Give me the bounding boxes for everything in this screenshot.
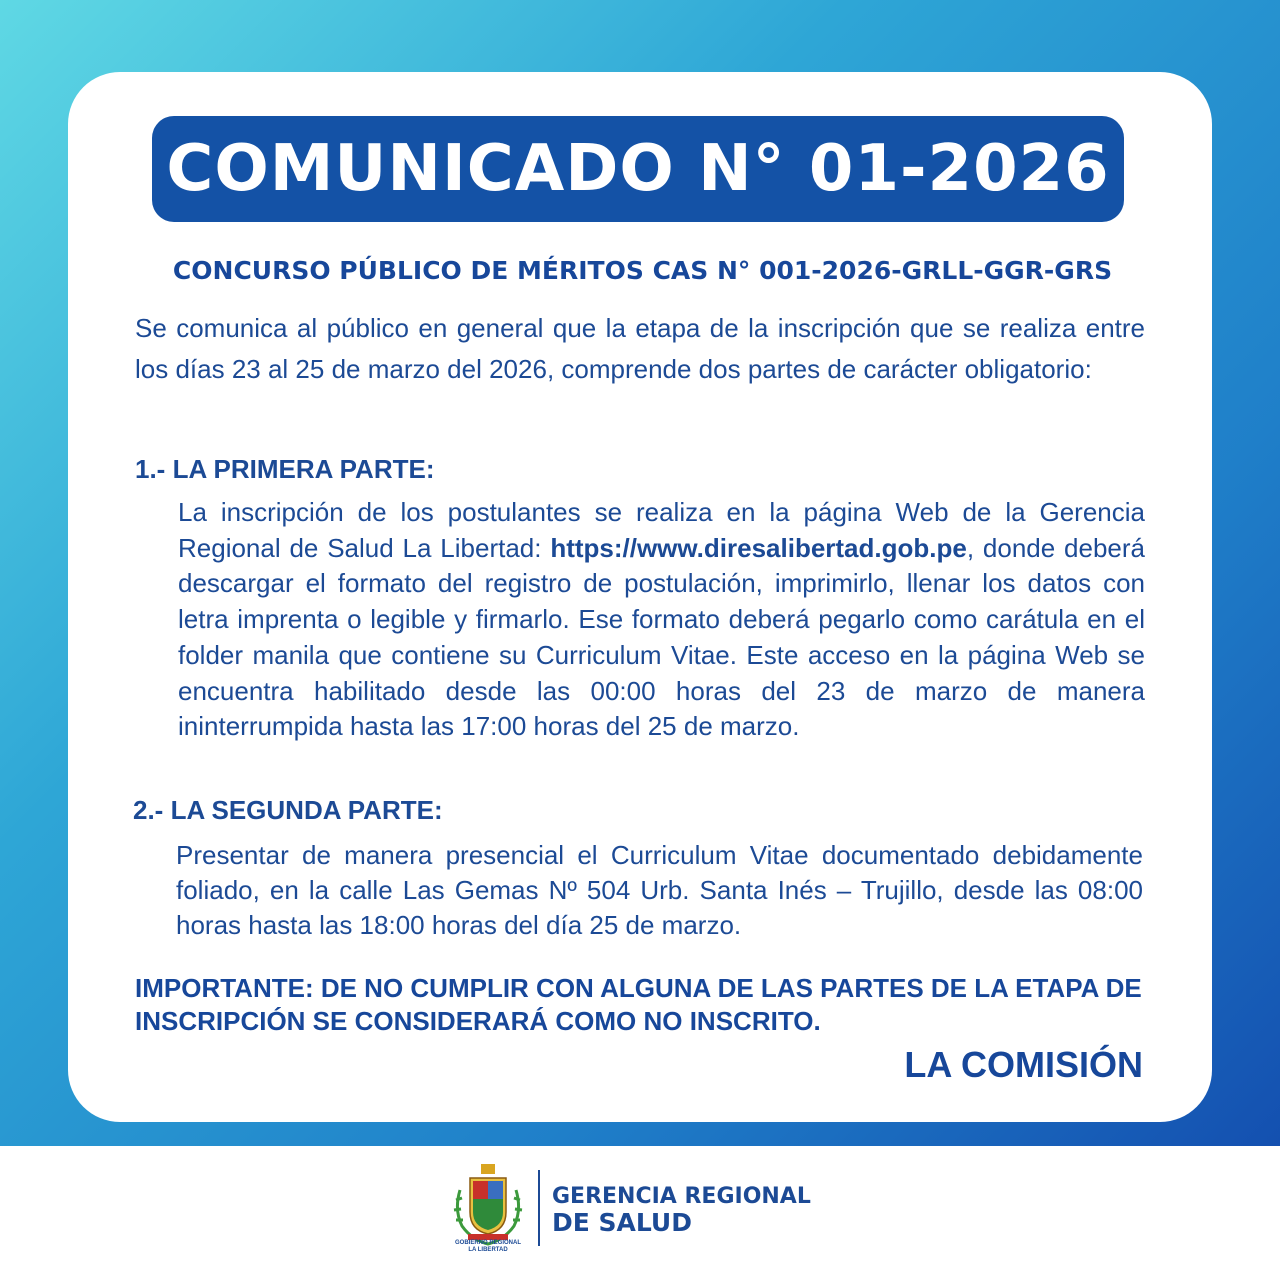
signature: LA COMISIÓN xyxy=(904,1044,1143,1085)
part1-text-before: La inscripción de los postulantes se realiza en la página Web de la Gerencia Regional de Salud La Libertad: xyxy=(178,497,1145,563)
org-line1: GERENCIA REGIONAL xyxy=(552,1184,811,1209)
intro-paragraph: Se comunica al público en general que la etapa de la inscripción que se realiza entre los días 23 al 25 de marzo del 2026, comprende dos partes de carácter obligatorio: xyxy=(135,313,1145,384)
logo-caption-line1: GOBIERNO REGIONAL xyxy=(454,1240,521,1246)
coat-of-arms-icon xyxy=(448,1160,528,1250)
footer-divider xyxy=(538,1170,540,1246)
organization-name xyxy=(552,1184,811,1236)
org-line2: DE SALUD xyxy=(552,1208,692,1237)
part1-heading: 1.- LA PRIMERA PARTE: xyxy=(135,454,435,484)
title-banner xyxy=(152,116,1124,222)
part2-paragraph: Presentar de manera presencial el Curriculum Vitae documentado debidamente foliado, en la calle Las Gemas Nº 504 Urb. Santa Inés – Trujillo, desde las 08:00 horas hasta las 18:00 horas del día 25 de marzo. xyxy=(176,840,1143,940)
logo-caption xyxy=(448,1240,528,1254)
part2-heading: 2.- LA SEGUNDA PARTE: xyxy=(133,795,443,825)
contest-subtitle: CONCURSO PÚBLICO DE MÉRITOS CAS N° 001-2026-GRLL-GGR-GRS xyxy=(172,256,1113,285)
logo-caption-line2: LA LIBERTAD xyxy=(468,1247,508,1253)
part1-paragraph xyxy=(178,495,1145,745)
page-title: COMUNICADO N° 01-2026 xyxy=(166,132,1110,206)
important-notice: IMPORTANTE: DE NO CUMPLIR CON ALGUNA DE LAS PARTES DE LA ETAPA DE INSCRIPCIÓN SE CONSIDERARÁ COMO NO INSCRITO. xyxy=(135,973,1142,1036)
part1-text-after: , donde deberá descargar el formato del registro de postulación, imprimirlo, llenar los datos con letra imprenta o legible y firmarlo. Ese formato deberá pegarlo como carátula en el folder manila que contiene su Curriculum Vitae. Este acceso en la página Web se encuentra habilitado desde las 00:00 horas del 23 de marzo de manera ininterrumpida hasta las 17:00 horas del 25 de marzo. xyxy=(178,532,1145,742)
website-link[interactable]: https://www.diresalibertad.gob.pe xyxy=(550,532,967,563)
